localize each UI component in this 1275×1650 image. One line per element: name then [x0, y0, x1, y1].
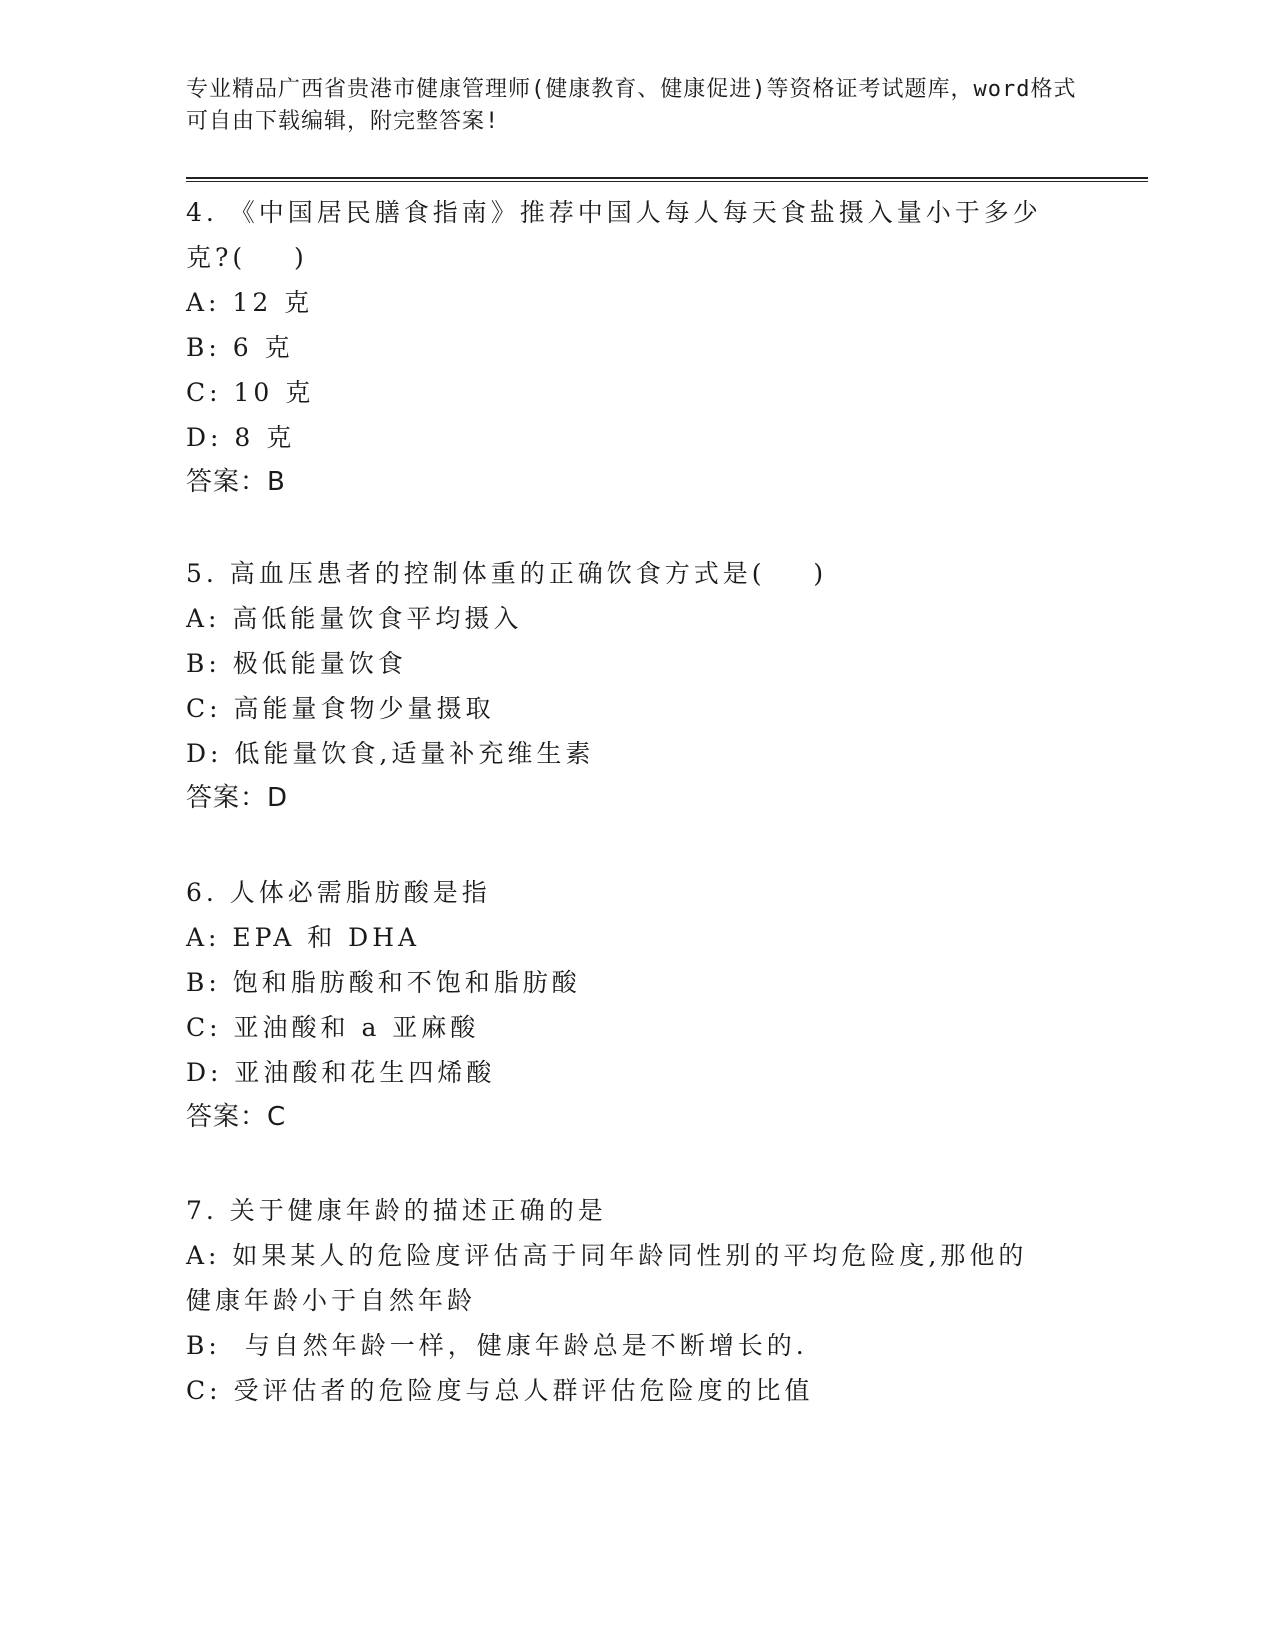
option-b: B: 饱和脂肪酸和不饱和脂肪酸 — [186, 968, 581, 997]
answer: 答案：B — [186, 467, 286, 497]
question-7 — [186, 1188, 1086, 1413]
option-b: B: 6 克 — [186, 333, 294, 362]
question-stem: 5. 高血压患者的控制体重的正确饮食方式是( ) — [186, 559, 828, 588]
question-stem: 4. 《中国居民膳食指南》推荐中国人每人每天食盐摄入量小于多少克?( ) — [186, 198, 1042, 272]
page-header: 专业精品广西省贵港市健康管理师(健康教育、健康促进)等资格证考试题库，word格式可自由下载编辑，附完整答案! — [186, 77, 1077, 134]
option-c: C: 受评估者的危险度与总人群评估危险度的比值 — [186, 1376, 814, 1405]
option-a: A: 12 克 — [186, 288, 314, 317]
option-c: C: 高能量食物少量摄取 — [186, 694, 495, 723]
answer: 答案：C — [186, 1102, 287, 1132]
option-c: C: 亚油酸和 a 亚麻酸 — [186, 1013, 480, 1042]
option-b: B: 极低能量饮食 — [186, 649, 407, 678]
question-stem: 6. 人体必需脂肪酸是指 — [186, 878, 491, 907]
option-d: D: 低能量饮食,适量补充维生素 — [186, 739, 595, 768]
option-a: A: EPA 和 DHA — [186, 923, 421, 952]
answer: 答案：D — [186, 783, 289, 813]
option-c: C: 10 克 — [186, 378, 315, 407]
option-d: D: 8 克 — [186, 423, 296, 452]
option-a: A: 高低能量饮食平均摄入 — [186, 604, 523, 633]
question-4 — [186, 190, 1086, 505]
question-6 — [186, 870, 1086, 1140]
header-divider — [186, 177, 1148, 182]
option-a: A: 如果某人的危险度评估高于同年龄同性别的平均危险度,那他的健康年龄小于自然年龄 — [186, 1241, 1028, 1315]
question-stem: 7. 关于健康年龄的描述正确的是 — [186, 1196, 607, 1225]
option-d: D: 亚油酸和花生四烯酸 — [186, 1058, 496, 1087]
option-b: B: 与自然年龄一样，健康年龄总是不断增长的. — [186, 1331, 808, 1360]
question-5 — [186, 551, 1086, 821]
